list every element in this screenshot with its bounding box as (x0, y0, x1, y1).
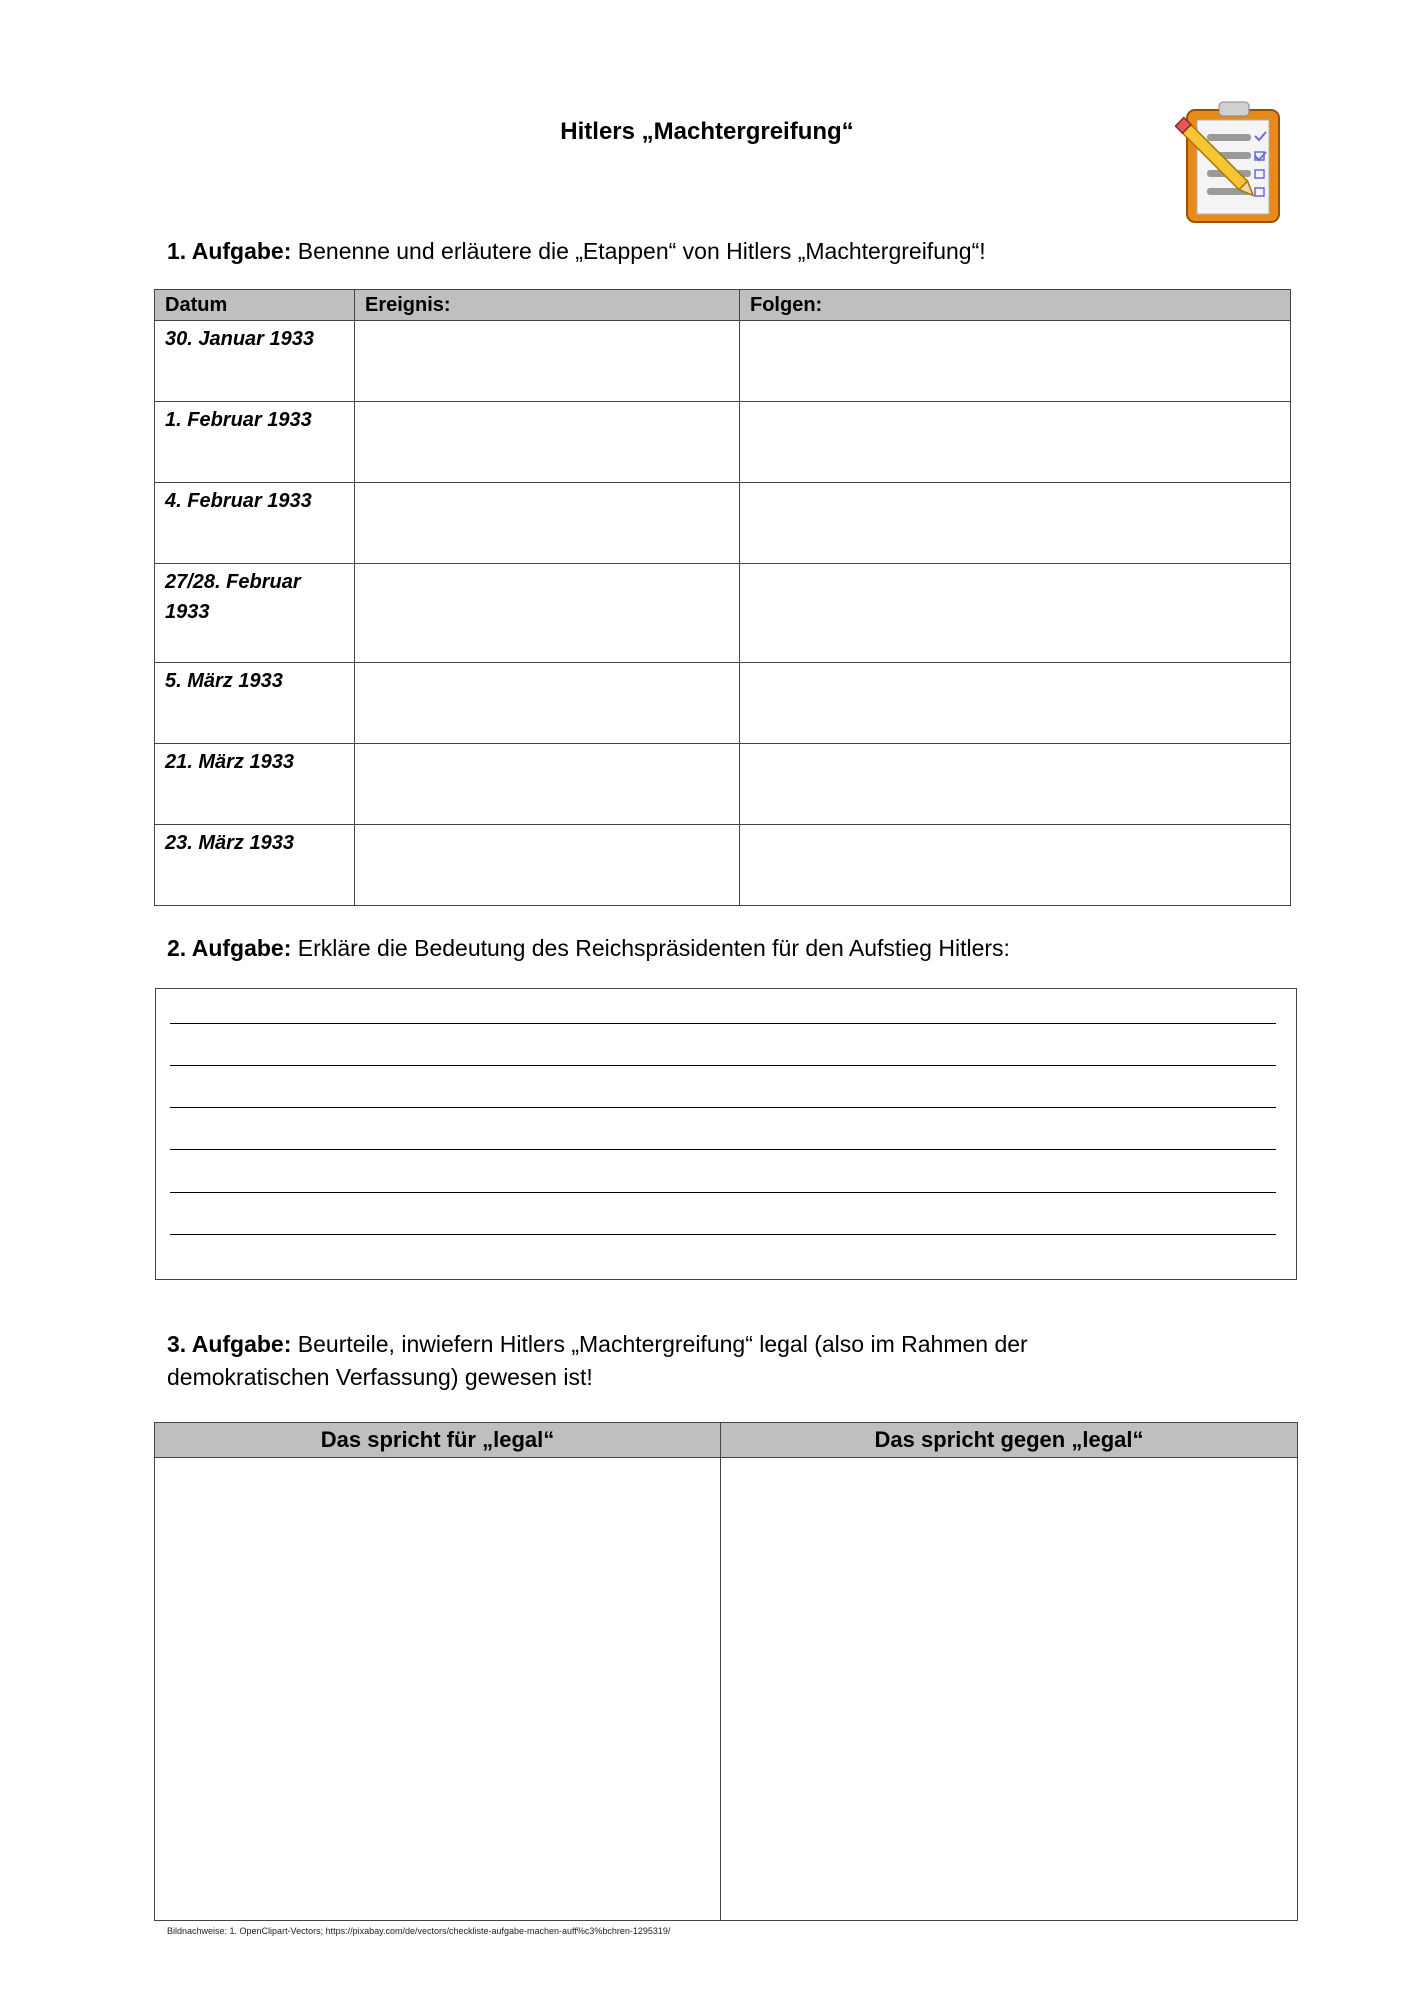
folgen-cell[interactable] (740, 402, 1291, 483)
answer-line (170, 1192, 1276, 1193)
etappen-table (154, 289, 1291, 906)
answer-line (170, 1107, 1276, 1108)
ereignis-cell[interactable] (355, 321, 740, 402)
ereignis-cell[interactable] (355, 402, 740, 483)
table-row (155, 483, 1291, 564)
task1-label: 1. Aufgabe: (167, 238, 292, 264)
for-legal-cell[interactable] (155, 1458, 721, 1921)
ereignis-cell[interactable] (355, 663, 740, 744)
image-credits: Bildnachweise: 1. OpenClipart-Vectors; https://pixabay.com/de/vectors/checkliste-aufgabe-machen-auff%c3%bchren-1295319/ (167, 1926, 671, 1936)
table-row (155, 663, 1291, 744)
answer-box[interactable] (155, 988, 1297, 1280)
folgen-cell[interactable] (740, 321, 1291, 402)
datum-cell: 1. Februar 1933 (155, 402, 355, 483)
folgen-cell[interactable] (740, 744, 1291, 825)
task3-prompt (167, 1328, 1028, 1394)
datum-cell: 27/28. Februar 1933 (155, 564, 355, 663)
datum-cell: 21. März 1933 (155, 744, 355, 825)
task1-text: Benenne und erläutere die „Etappen“ von Hitlers „Machtergreifung“! (291, 238, 986, 264)
clipboard-checklist-icon (1175, 100, 1285, 225)
task2-text: Erkläre die Bedeutung des Reichspräsidenten für den Aufstieg Hitlers: (291, 935, 1010, 961)
ereignis-cell[interactable] (355, 825, 740, 906)
table-header-row (155, 290, 1291, 321)
ereignis-cell[interactable] (355, 483, 740, 564)
answer-line (170, 1023, 1276, 1024)
task3-label: 3. Aufgabe: (167, 1331, 292, 1357)
table-row (155, 1458, 1298, 1921)
answer-line (170, 1065, 1276, 1066)
task3-text-line2: demokratischen Verfassung) gewesen ist! (167, 1364, 593, 1390)
legal-table (154, 1422, 1298, 1921)
task1-prompt (167, 235, 986, 268)
against-legal-cell[interactable] (721, 1458, 1298, 1921)
col-for-legal: Das spricht für „legal“ (155, 1423, 721, 1458)
folgen-cell[interactable] (740, 483, 1291, 564)
col-against-legal: Das spricht gegen „legal“ (721, 1423, 1298, 1458)
task3-text-line1: Beurteile, inwiefern Hitlers „Machtergreifung“ legal (also im Rahmen der (291, 1331, 1028, 1357)
table-row (155, 564, 1291, 663)
table-row (155, 825, 1291, 906)
col-ereignis: Ereignis: (355, 290, 740, 321)
task2-label: 2. Aufgabe: (167, 935, 292, 961)
table-row (155, 744, 1291, 825)
table-header-row (155, 1423, 1298, 1458)
table-row (155, 402, 1291, 483)
col-folgen: Folgen: (740, 290, 1291, 321)
ereignis-cell[interactable] (355, 744, 740, 825)
datum-cell: 23. März 1933 (155, 825, 355, 906)
folgen-cell[interactable] (740, 564, 1291, 663)
datum-cell: 5. März 1933 (155, 663, 355, 744)
datum-cell: 30. Januar 1933 (155, 321, 355, 402)
page-title: Hitlers „Machtergreifung“ (560, 118, 854, 145)
datum-cell: 4. Februar 1933 (155, 483, 355, 564)
ereignis-cell[interactable] (355, 564, 740, 663)
task2-prompt (167, 932, 1010, 965)
answer-line (170, 1149, 1276, 1150)
answer-line (170, 1234, 1276, 1235)
col-datum: Datum (155, 290, 355, 321)
table-row (155, 321, 1291, 402)
folgen-cell[interactable] (740, 825, 1291, 906)
folgen-cell[interactable] (740, 663, 1291, 744)
